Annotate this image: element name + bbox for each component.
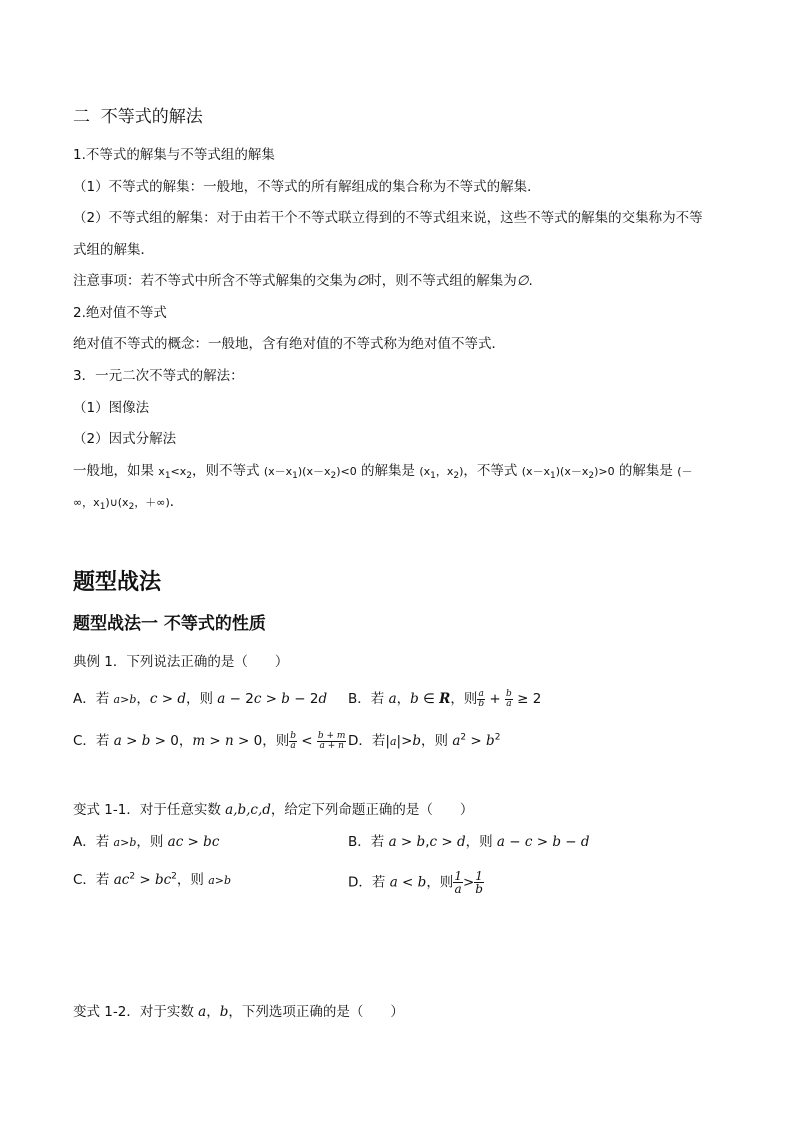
example1-option-a: A．若 a>b，c > d，则 a − 2c > b − 2d: [73, 691, 328, 707]
example1-option-b: B．若 a，b ∈ R，则 $\frac{a}{b}$ + $\frac{b}{a}$ ≥ 2: [348, 688, 542, 709]
paragraph-3a: （2）不等式组的解集：对于由若干个不等式联立得到的不等式组来说，这些不等式的解集的交集称为不等: [73, 210, 703, 226]
variant1-option-d: D．若 a < b，则 $\frac{1}{a}$ > $\frac{1}{b}$: [348, 869, 483, 896]
paragraph-7: （1）图像法: [73, 400, 150, 416]
variant1-option-b: B．若 a > b,c > d，则 a − c > b − d: [348, 834, 590, 850]
paragraph-5: 绝对值不等式的概念：一般地，含有绝对值的不等式称为绝对值不等式．: [73, 336, 505, 352]
variant2-stem: 变式 1-2．对于实数 a，b，下列选项正确的是（ ）: [73, 1004, 404, 1020]
tixing-title: 题型战法: [73, 570, 162, 595]
paragraph-6: 3．一元二次不等式的解法：: [73, 368, 244, 384]
paragraph-2: （1）不等式的解集：一般地，不等式的所有解组成的集合称为不等式的解集．: [73, 179, 541, 195]
note-paragraph: 注意事项：若不等式中所含不等式解集的交集为∅时，则不等式组的解集为∅.: [73, 273, 533, 289]
paragraph-1: 1.不等式的解集与不等式组的解集: [73, 147, 275, 163]
paragraph-4: 2.绝对值不等式: [73, 305, 167, 321]
section-heading: 二 不等式的解法: [73, 107, 203, 127]
example1-option-c: C．若 a > b > 0，m > n > 0，则 $\frac{b}{a}$ < $\frac{b + m}{a + n}$: [73, 730, 346, 751]
variant1-stem: 变式 1-1．对于任意实数 a,b,c,d，给定下列命题正确的是（ ）: [73, 802, 474, 818]
paragraph-8: （2）因式分解法: [73, 431, 177, 447]
tixing-subtitle: 题型战法一 不等式的性质: [73, 614, 266, 634]
paragraph-3b: 式组的解集．: [73, 242, 154, 258]
example1-stem: 典例 1．下列说法正确的是（ ）: [73, 654, 289, 670]
paragraph-9: 一般地，如果 $x_1<x_2$，则不等式 $(x-x_1)(x-x_2)<0$ 的解集是 ($x_1$，$x_2$)，不等式 $(x-x_1)(x-x_2)>0$ 的解集是 (－: [73, 463, 693, 482]
paragraph-10: ∞，$x_1)\cup(x_2$，＋∞)．: [73, 494, 184, 513]
variant1-option-c: C．若 $ac^2 > bc^2$，则 a>b: [73, 871, 232, 888]
variant1-option-a: A．若 a>b，则 ac > bc: [73, 834, 220, 850]
example1-option-d: D．若|a|>b，则 $a^2 > b^2$: [348, 732, 501, 749]
